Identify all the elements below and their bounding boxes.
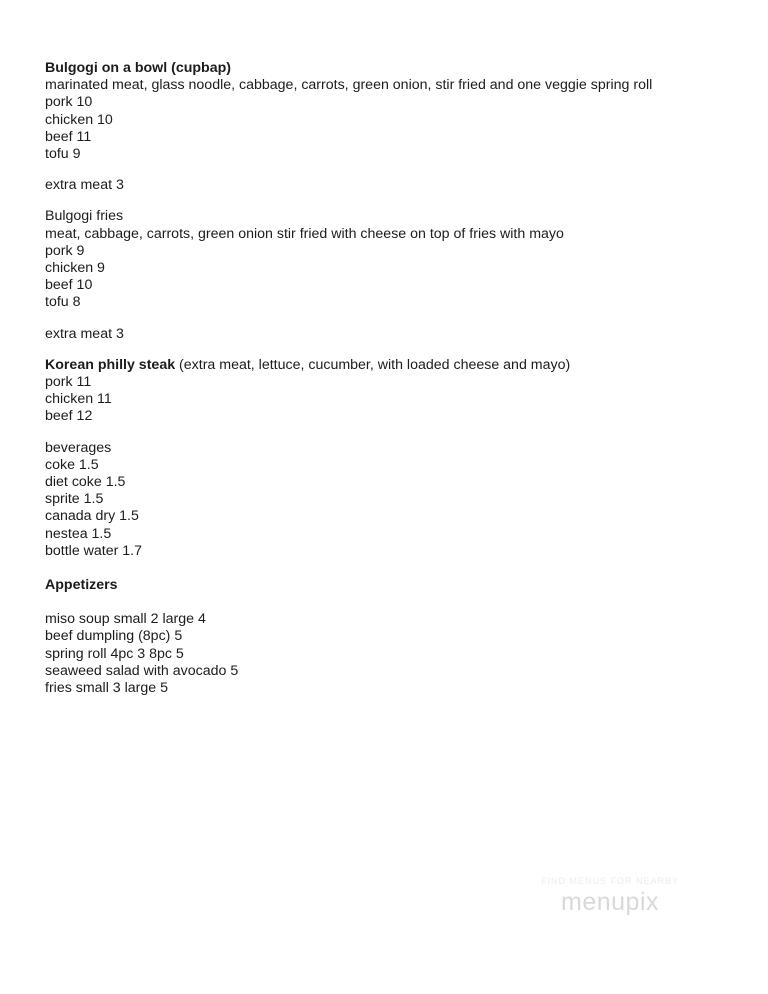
menu-item: miso soup small 2 large 4	[45, 611, 206, 628]
menu-item: beef dumpling (8pc) 5	[45, 628, 183, 645]
menu-item: coke 1.5	[45, 456, 99, 473]
menu-item: tofu 8	[45, 294, 81, 311]
menu-item: nestea 1.5	[45, 525, 112, 542]
section-heading	[45, 357, 745, 374]
menu-item: bottle water 1.7	[45, 542, 143, 559]
section-title: beverages	[45, 439, 112, 456]
extra-option: extra meat 3	[45, 177, 124, 194]
watermark-logo: menupix	[561, 888, 659, 916]
menu-item: chicken 11	[45, 391, 112, 408]
menu-item: fries small 3 large 5	[45, 680, 169, 697]
menu-item: diet coke 1.5	[45, 474, 126, 491]
menu-item: tofu 9	[45, 146, 81, 163]
menu-item: seaweed salad with avocado 5	[45, 662, 239, 679]
menu-item: chicken 10	[45, 111, 113, 128]
section-description: marinated meat, glass noodle, cabbage, carrots, green onion, stir fried and one veggie spring roll	[45, 77, 653, 94]
section-note: (extra meat, lettuce, cucumber, with loaded cheese and mayo)	[175, 356, 571, 373]
section-appetizers	[45, 577, 745, 697]
section-title: Appetizers	[45, 577, 118, 594]
menu-item: chicken 9	[45, 260, 105, 277]
menu-item: pork 11	[45, 374, 92, 391]
extra-option: extra meat 3	[45, 325, 124, 342]
section-bulgogi-fries	[45, 208, 745, 342]
menu-document	[45, 60, 745, 697]
menu-item: sprite 1.5	[45, 491, 104, 508]
menupix-watermark	[530, 876, 690, 932]
section-philly-steak	[45, 357, 745, 426]
menu-item: spring roll 4pc 3 8pc 5	[45, 645, 184, 662]
menu-item: canada dry 1.5	[45, 508, 139, 525]
section-title: Bulgogi on a bowl (cupbap)	[45, 60, 231, 76]
menu-item: beef 11	[45, 128, 92, 145]
section-description: meat, cabbage, carrots, green onion stir fried with cheese on top of fries with mayo	[45, 225, 564, 242]
menu-item: pork 9	[45, 242, 85, 259]
menu-item: beef 10	[45, 277, 93, 294]
section-title: Korean philly steak	[45, 356, 176, 373]
menu-item: beef 12	[45, 408, 93, 425]
menu-item: pork 10	[45, 94, 93, 111]
section-beverages	[45, 440, 745, 560]
section-bulgogi-bowl	[45, 60, 745, 194]
section-title: Bulgogi fries	[45, 208, 124, 225]
watermark-tagline: FIND MENUS FOR NEARBY	[540, 876, 679, 886]
